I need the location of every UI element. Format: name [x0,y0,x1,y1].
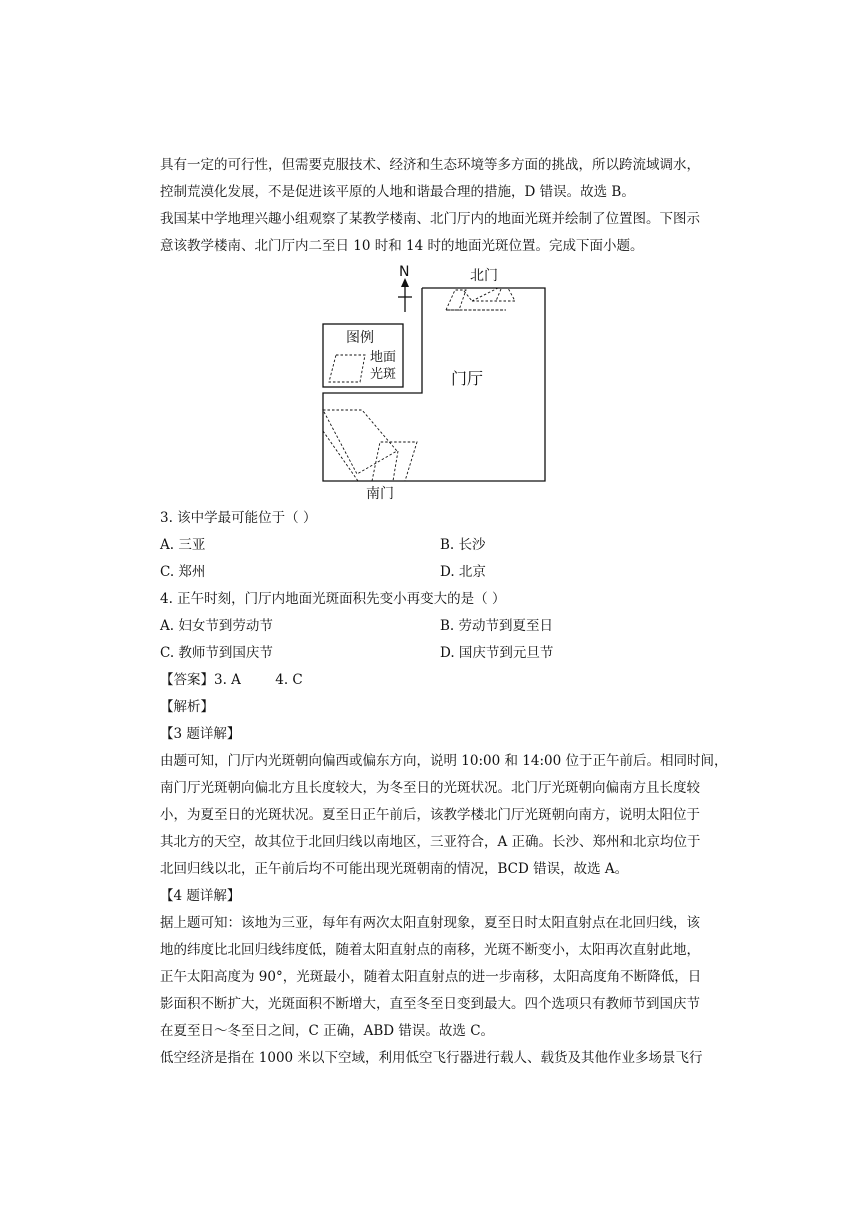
q3-option-d: D. 北京 [440,564,486,580]
south-light-spot-line-2 [393,451,398,481]
q3-question: 3. 该中学最可能位于（ ） [160,510,317,526]
q3-option-b: B. 长沙 [440,537,486,553]
q4-detail-title: 【4 题详解】 [160,888,241,904]
intro-line-2: 控制荒漠化发展，不是促进该平原的人地和谐最合理的措施，D 错误。故选 B。 [160,184,635,200]
floor-plan-svg [318,262,550,502]
q3-detail-line-5: 北回归线以北，正午前后均不可能出现光斑朝南的情况，BCD 错误，故选 A。 [160,861,629,877]
next-passage-line: 低空经济是指在 1000 米以下空域，利用低空飞行器进行载人、载货及其他作业多场景飞行 [160,1050,703,1066]
north-gate-label: 北门 [470,268,498,284]
q3-detail-line-2: 南门厅光斑朝向偏北方且长度较大，为冬至日的光斑状况。北门厅光斑朝向偏南方且长度较 [160,780,700,796]
q4-detail-line-5: 在夏至日～冬至日之间，C 正确，ABD 错误。故选 C。 [160,1023,495,1039]
q3-detail-line-1: 由题可知，门厅内光斑朝向偏西或偏东方向，说明 10:00 和 14:00 位于正午前后。相同时间， [160,753,728,769]
q4-question: 4. 正午时刻，门厅内地面光斑面积先变小再变大的是（ ） [160,591,506,607]
q4-detail-line-3: 正午太阳高度为 90°，光斑最小，随着太阳直射点的进一步南移，太阳高度角不断降低，日 [160,969,702,985]
q3-option-a: A. 三亚 [160,537,206,553]
stem-line-1: 我国某中学地理兴趣小组观察了某教学楼南、北门厅内的地面光斑并绘制了位置图。下图示 [160,211,700,227]
legend-label-1: 地面 [370,350,397,365]
north-light-spot-line-1 [464,291,472,301]
q4-option-c: C. 教师节到国庆节 [160,645,273,661]
q4-option-a: A. 妇女节到劳动节 [160,618,273,634]
analysis-title: 【解析】 [160,699,214,715]
hall-label: 门厅 [451,369,484,388]
hall-diagram [318,262,550,502]
q4-option-b: B. 劳动节到夏至日 [440,618,554,634]
north-light-spot-3 [472,288,515,301]
north-label: N [399,264,410,280]
q4-option-d: D. 国庆节到元旦节 [440,645,554,661]
q3-option-c: C. 郑州 [160,564,206,580]
building-outline [323,288,545,481]
south-light-spot-line-1 [323,431,358,481]
intro-line-1: 具有一定的可行性，但需要克服技术、经济和生态环境等多方面的挑战，所以跨流域调水， [160,157,700,173]
north-light-spot-line-2 [496,289,501,301]
stem-line-2: 意该教学楼南、北门厅内二至日 10 时和 14 时的地面光斑位置。完成下面小题。 [160,238,644,254]
q4-detail-line-4: 影面积不断扩大，光斑面积不断增大，直至冬至日变到最大。四个选项只有教师节到国庆节 [160,996,700,1012]
q3-detail-title: 【3 题详解】 [160,726,241,742]
q3-detail-line-3: 小，为夏至日的光斑状况。夏至日正午前后，该教学楼北门厅光斑朝向南方，说明太阳位于 [160,807,700,823]
legend-title: 图例 [346,330,374,346]
legend-label-2: 光斑 [370,367,397,382]
q4-detail-line-2: 地的纬度比北回归线纬度低，随着太阳直射点的南移，光斑不断变小，太阳再次直射此地， [160,942,700,958]
q3-detail-line-4: 其北方的天空，故其位于北回归线以南地区，三亚符合，A 正确。长沙、郑州和北京均位于 [160,834,701,850]
north-light-spot-1 [446,290,466,310]
answer-line: 【答案】3. A 4. C [160,672,303,688]
south-gate-label: 南门 [366,486,394,502]
legend-spot-sample [329,355,365,382]
q4-detail-line-1: 据上题可知：该地为三亚，每年有两次太阳直射现象，夏至日时太阳直射点在北回归线，该 [160,915,700,931]
